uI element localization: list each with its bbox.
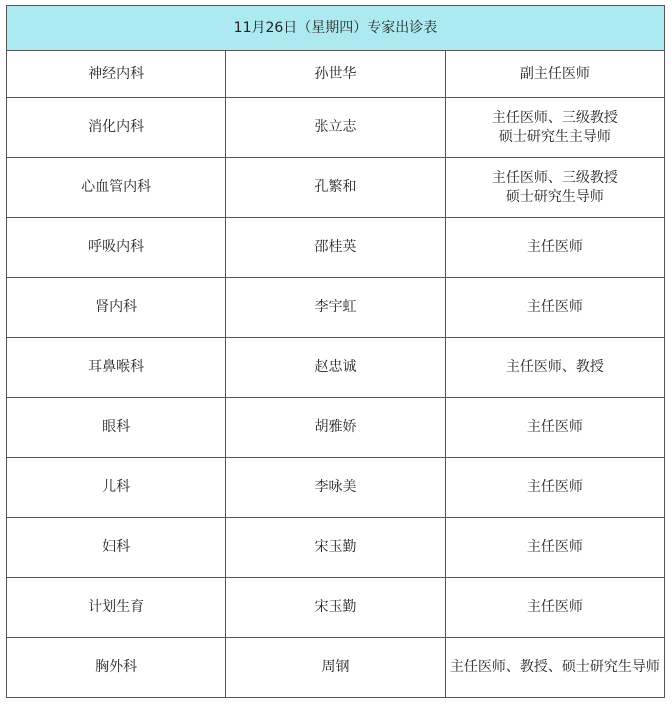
doctor-title-cell bbox=[445, 398, 664, 458]
doctor-title-line: 主任医师 bbox=[526, 539, 583, 555]
doctor-title-cell bbox=[445, 218, 664, 278]
doctor-title-line: 硕士研究生导师 bbox=[505, 188, 604, 205]
department-cell: 眼科 bbox=[7, 398, 226, 458]
table-row bbox=[7, 338, 665, 398]
doctor-name-cell: 张立志 bbox=[226, 98, 445, 158]
doctor-title-line: 主任医师 bbox=[526, 479, 583, 495]
doctor-title-line: 副主任医师 bbox=[519, 65, 590, 82]
doctor-name-cell: 宋玉勤 bbox=[226, 578, 445, 638]
table-row bbox=[7, 278, 665, 338]
doctor-title-cell bbox=[445, 578, 664, 638]
doctor-title-line: 主任医师、教授、硕士研究生导师 bbox=[449, 659, 660, 675]
department-cell: 计划生育 bbox=[7, 578, 226, 638]
doctor-title-line: 主任医师、三级教授 bbox=[491, 169, 618, 186]
table-row bbox=[7, 578, 665, 638]
department-cell: 心血管内科 bbox=[7, 158, 226, 218]
doctor-title-cell bbox=[445, 518, 664, 578]
doctor-name-cell: 李宇虹 bbox=[226, 278, 445, 338]
table-row bbox=[7, 218, 665, 278]
table-row bbox=[7, 158, 665, 218]
doctor-title-line: 主任医师 bbox=[526, 299, 583, 315]
table-row bbox=[7, 398, 665, 458]
department-cell: 儿科 bbox=[7, 458, 226, 518]
doctor-title-cell bbox=[445, 51, 664, 98]
department-cell: 神经内科 bbox=[7, 51, 226, 98]
doctor-name-cell: 胡雅娇 bbox=[226, 398, 445, 458]
department-cell: 耳鼻喉科 bbox=[7, 338, 226, 398]
doctor-title-line: 主任医师 bbox=[526, 419, 583, 435]
doctor-name-cell: 周钢 bbox=[226, 638, 445, 698]
doctor-name-cell: 邵桂英 bbox=[226, 218, 445, 278]
table-row bbox=[7, 98, 665, 158]
expert-schedule-table bbox=[6, 5, 665, 698]
doctor-title-line: 主任医师 bbox=[526, 239, 583, 255]
doctor-name-cell: 宋玉勤 bbox=[226, 518, 445, 578]
schedule-container bbox=[6, 5, 665, 698]
table-title-row bbox=[7, 6, 665, 51]
table-row bbox=[7, 638, 665, 698]
doctor-name-cell: 孔繁和 bbox=[226, 158, 445, 218]
department-cell: 肾内科 bbox=[7, 278, 226, 338]
table-title: 11月26日（星期四）专家出诊表 bbox=[7, 6, 665, 51]
doctor-title-cell bbox=[445, 638, 664, 698]
doctor-name-cell: 李咏美 bbox=[226, 458, 445, 518]
doctor-title-cell bbox=[445, 338, 664, 398]
table-row bbox=[7, 458, 665, 518]
doctor-name-cell: 孙世华 bbox=[226, 51, 445, 98]
doctor-title-cell bbox=[445, 158, 664, 218]
table-row bbox=[7, 51, 665, 98]
doctor-title-line: 硕士研究生主导师 bbox=[498, 128, 611, 145]
department-cell: 胸外科 bbox=[7, 638, 226, 698]
doctor-title-cell bbox=[445, 278, 664, 338]
department-cell: 妇科 bbox=[7, 518, 226, 578]
doctor-title-cell bbox=[445, 98, 664, 158]
table-row bbox=[7, 518, 665, 578]
department-cell: 呼吸内科 bbox=[7, 218, 226, 278]
department-cell: 消化内科 bbox=[7, 98, 226, 158]
doctor-title-line: 主任医师、教授 bbox=[505, 359, 604, 375]
doctor-title-line: 主任医师 bbox=[526, 599, 583, 615]
table-body bbox=[7, 51, 665, 698]
doctor-title-line: 主任医师、三级教授 bbox=[491, 109, 618, 126]
doctor-name-cell: 赵忠诚 bbox=[226, 338, 445, 398]
doctor-title-cell bbox=[445, 458, 664, 518]
